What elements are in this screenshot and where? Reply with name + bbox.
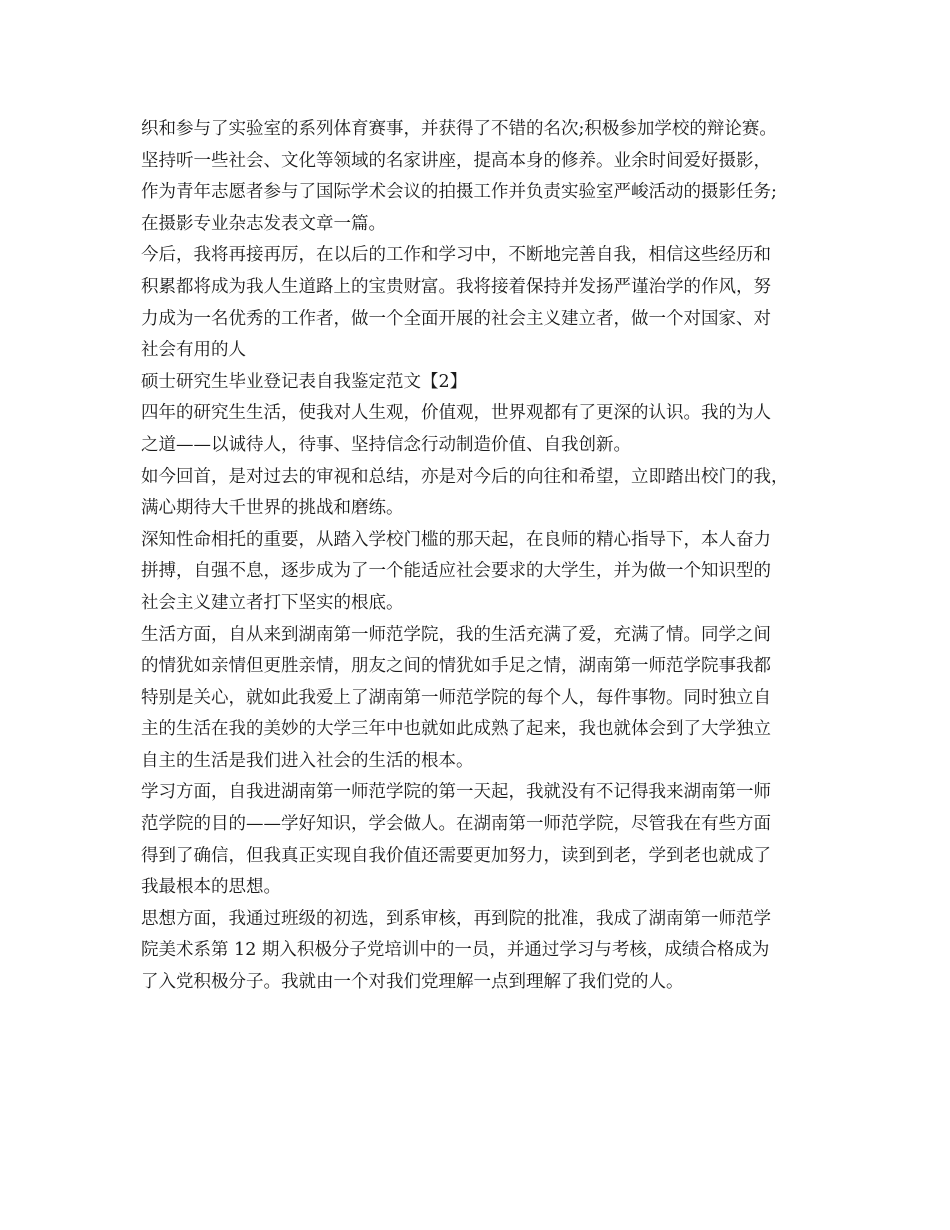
text-line: 主的生活在我的美妙的大学三年中也就如此成熟了起来，我也就体会到了大学独立 bbox=[141, 719, 771, 740]
text-line: 得到了确信，但我真正实现自我价值还需要更加努力，读到到老，学到老也就成了 bbox=[141, 845, 771, 866]
text-line: 深知性命相托的重要，从踏入学校门槛的那天起，在良师的精心指导下，本人奋力 bbox=[141, 529, 771, 550]
text-line: 满心期待大千世界的挑战和磨练。 bbox=[141, 498, 404, 519]
text-line: 院美术系第 12 期入积极分子党培训中的一员，并通过学习与考核，成绩合格成为 bbox=[141, 940, 770, 961]
text-line: 社会有用的人 bbox=[141, 340, 246, 361]
text-line: 今后，我将再接再厉，在以后的工作和学习中，不断地完善自我，相信这些经历和 bbox=[141, 245, 771, 266]
text-line: 四年的研究生生活，使我对人生观，价值观，世界观都有了更深的认识。我的为人 bbox=[141, 403, 771, 424]
text-line: 在摄影专业杂志发表文章一篇。 bbox=[141, 213, 386, 234]
text-line: 我最根本的思想。 bbox=[141, 877, 281, 898]
text-line: 思想方面，我通过班级的初选，到系审核，再到院的批准，我成了湖南第一师范学 bbox=[141, 908, 771, 929]
text-line: 生活方面，自从来到湖南第一师范学院，我的生活充满了爱，充满了情。同学之间 bbox=[141, 624, 771, 645]
text-line: 学习方面，自我进湖南第一师范学院的第一天起，我就没有不记得我来湖南第一师 bbox=[141, 782, 771, 803]
document-body bbox=[141, 114, 831, 999]
text-line: 社会主义建立者打下坚实的根底。 bbox=[141, 592, 404, 613]
text-line: 拼搏，自强不息，逐步成为了一个能适应社会要求的大学生，并为做一个知识型的 bbox=[141, 561, 771, 582]
text-line: 特别是关心，就如此我爱上了湖南第一师范学院的每个人，每件事物。同时独立自 bbox=[141, 687, 771, 708]
text-line: 之道——以诚待人，待事、坚持信念行动制造价值、自我创新。 bbox=[141, 434, 631, 455]
text-line: 范学院的目的——学好知识，学会做人。在湖南第一师范学院，尽管我在有些方面 bbox=[141, 814, 771, 835]
text-line: 力成为一名优秀的工作者，做一个全面开展的社会主义建立者，做一个对国家、对 bbox=[141, 308, 771, 329]
text-line: 作为青年志愿者参与了国际学术会议的拍摄工作并负责实验室严峻活动的摄影任务; bbox=[141, 182, 777, 203]
section-heading: 硕士研究生毕业登记表自我鉴定范文【2】 bbox=[141, 371, 468, 392]
text-line: 自主的生活是我们进入社会的生活的根本。 bbox=[141, 750, 474, 771]
text-line: 积累都将成为我人生道路上的宝贵财富。我将接着保持并发扬严谨治学的作风，努 bbox=[141, 276, 771, 297]
text-line: 坚持听一些社会、文化等领域的名家讲座，提高本身的修养。业余时间爱好摄影， bbox=[141, 150, 771, 171]
text-line: 的情犹如亲情但更胜亲情，朋友之间的情犹如手足之情，湖南第一师范学院事我都 bbox=[141, 656, 771, 677]
text-line: 织和参与了实验室的系列体育赛事，并获得了不错的名次;积极参加学校的辩论赛。 bbox=[141, 119, 777, 139]
text-line: 了入党积极分子。我就由一个对我们党理解一点到理解了我们党的人。 bbox=[141, 972, 684, 993]
text-line: 如今回首，是对过去的审视和总结，亦是对今后的向往和希望，立即踏出校门的我， bbox=[141, 466, 789, 487]
